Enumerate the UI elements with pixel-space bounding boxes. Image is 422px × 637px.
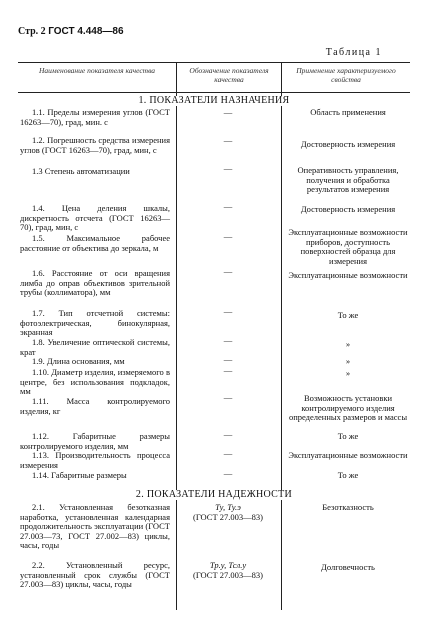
row-1-2-designation: — (223, 135, 233, 145)
row-1-5-designation: — (223, 231, 233, 241)
section-1-title: 1. ПОКАЗАТЕЛИ НАЗНАЧЕНИЯ (18, 96, 410, 106)
table-header-rule (18, 92, 410, 93)
row-2-2-designation-ref: (ГОСТ 27.003—83) (193, 570, 263, 580)
row-1-13-applicability: Эксплуатационные возможности (288, 450, 408, 460)
row-1-8-designation: — (223, 335, 233, 345)
row-2-1-designation: Ту, Ту.э (215, 502, 241, 512)
row-1-9-name: 1.9. Длина основания, мм (32, 356, 125, 366)
row-1-9-designation: — (223, 354, 233, 364)
row-1-6-name: 1.6. Расстояние от оси вращения лимба до оправ объективов зрительной трубы (коллиматора), мм (20, 268, 170, 298)
row-2-2-applicability: Долговечность (321, 562, 375, 572)
column-header-name: Наименование показателя качества (38, 66, 156, 75)
row-1-5-name: 1.5. Максимальное рабочее расстояние от объектива до зеркала, м (20, 233, 170, 253)
row-1-1-name: 1.1. Пределы измерения углов (ГОСТ 16263—70), град, мин. с (20, 107, 170, 127)
row-1-7-applicability: То же (337, 310, 359, 320)
row-1-14-designation: — (223, 468, 233, 478)
row-1-14-applicability: То же (337, 470, 359, 480)
table-top-rule (18, 62, 410, 63)
row-1-11-applicability: Возможность установки контролируемого изделия определенных размеров и массы (288, 393, 408, 423)
row-2-1-applicability: Безотказность (322, 502, 374, 512)
row-1-6-applicability: Эксплуатационные возможности (288, 270, 408, 280)
table-title: Таблица 1 (325, 47, 382, 58)
row-1-12-designation: — (223, 429, 233, 439)
row-1-8-applicability: » (345, 339, 351, 349)
column-header-designation: Обозначение показателя качества (189, 66, 269, 84)
row-1-11-designation: — (223, 392, 233, 402)
row-1-1-designation: — (223, 107, 233, 117)
row-1-2-applicability: Достоверность измерения (300, 139, 396, 149)
row-1-9-applicability: » (345, 356, 351, 366)
row-1-4-name: 1.4. Цена деления шкалы, дискретность отсчета (ГОСТ 16263—70), град, мин, с (20, 203, 170, 233)
row-1-13-designation: — (223, 448, 233, 458)
row-1-14-name: 1.14. Габаритные размеры (32, 470, 127, 480)
row-1-3-applicability: Оперативность управления, получения и обработка результатов измерения (297, 165, 399, 195)
row-1-3-designation: — (223, 163, 233, 173)
row-1-12-applicability: То же (337, 431, 359, 441)
row-1-8-name: 1.8. Увеличение оптической системы, крат (20, 337, 170, 357)
row-1-2-name: 1.2. Погрешность средства измерения углов (ГОСТ 16263—70), град, мин, с (20, 135, 170, 155)
column-divider-1 (176, 62, 177, 610)
page-header (18, 27, 124, 37)
column-header-applicability: Применение характеризуемого свойства (296, 66, 396, 84)
row-2-2-name: 2.2. Установленный ресурс, установленный срок службы (ГОСТ 27.003—83) циклы, часы, годы (20, 560, 170, 590)
row-1-4-designation: — (223, 201, 233, 211)
row-1-1-applicability: Область применения (310, 107, 386, 117)
row-2-2-designation: Тр.у, Тсл.у (209, 560, 247, 570)
row-1-13-name: 1.13. Производительность процесса измерения (20, 450, 170, 470)
row-1-5-applicability: Эксплуатационные возможности приборов, доступность поверхностей образца для измерения (288, 227, 408, 266)
row-1-4-applicability: Достоверность измерения (300, 204, 396, 214)
row-2-1-name: 2.1. Установленная безотказная наработка, установленная календарная продолжительность эксплуатации (ГОСТ 27.003—73, ГОСТ 27.002—83) циклы, часы, годы (20, 502, 170, 551)
row-1-10-applicability: » (345, 368, 351, 378)
row-1-7-name: 1.7. Тип отсчетной системы: фотоэлектрическая, бинокулярная, экранная (20, 308, 170, 338)
column-divider-2 (281, 62, 282, 610)
row-1-7-designation: — (223, 306, 233, 316)
gost-number: ГОСТ 4.448—86 (48, 26, 124, 37)
row-1-10-name: 1.10. Диаметр изделия, измеряемого в центре, без использования подкладок, мм (20, 367, 170, 397)
row-1-3-name: 1.3 Степень автоматизации (32, 166, 130, 176)
row-1-12-name: 1.12. Габаритные размеры контролируемого изделия, мм (20, 431, 170, 451)
row-1-10-designation: — (223, 365, 233, 375)
row-1-11-name: 1.11. Масса контролируемого изделия, кг (20, 396, 170, 416)
section-2-title: 2. ПОКАЗАТЕЛИ НАДЕЖНОСТИ (18, 490, 410, 500)
row-2-1-designation-ref: (ГОСТ 27.003—83) (193, 512, 263, 522)
page-number: Стр. 2 (18, 26, 46, 37)
row-1-6-designation: — (223, 266, 233, 276)
